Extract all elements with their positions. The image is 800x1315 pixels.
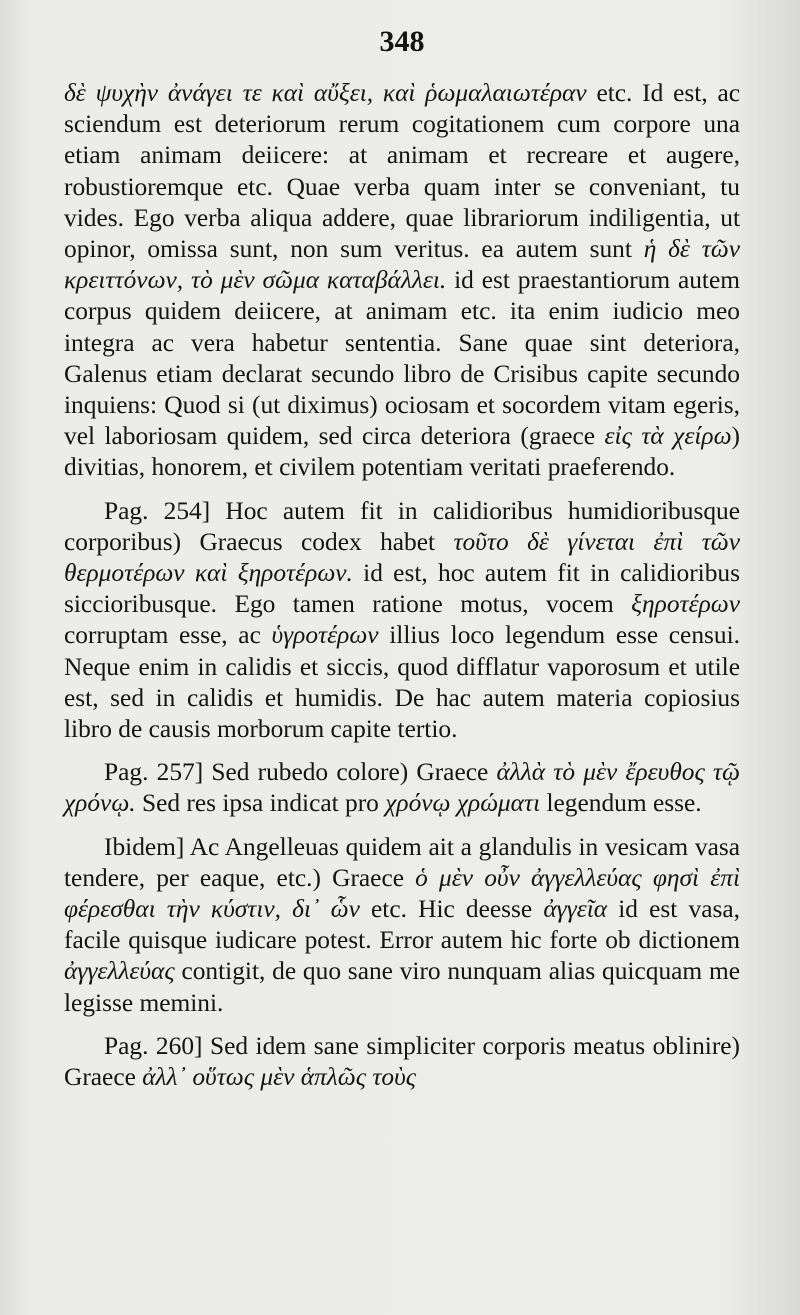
latin-text: illius loco legendum esse censui. Neque enim in calidis et siccis, quod difflatur vaporosum et utile est, sed in calidis et humidis. De hac autem materia copiosius libro de causis morborum capite tertio. <box>64 621 740 744</box>
latin-text: id est vasa, facile quisque iudicare potest. Error autem hic forte ob dictionem <box>64 895 740 955</box>
latin-text: etc. Hic deesse <box>359 895 544 924</box>
latin-text: Pag. 257] Sed rubedo colore) Graece <box>104 758 497 787</box>
latin-text: Ibidem] Ac Angelleuas quidem ait a glandulis in vesicam vasa tendere, per eaque, etc.) Graece <box>64 832 740 892</box>
latin-text: Pag. 254] Hoc autem fit in calidioribus humidioribusque corporibus) Graecus codex habet <box>64 496 740 556</box>
greek-text: ὁ μὲν οὖν ἀγγελλεύας φησὶ ἐπὶ φέρεσθαι τὴν κύστιν, δι᾽ ὧν <box>64 863 741 924</box>
greek-text: ἡ δὲ τῶν κρειττόνων, τὸ μὲν σῶμα καταβάλλει. <box>64 235 740 295</box>
latin-text: id est praestantiorum autem corpus quidem deiicere, at animam etc. ita enim iudicio meo integra ac vera habetur sententia. Sane quae sint deteriora, Galenus etiam declarat secundo libro de Crisibus capite secundo inquiens: Quod si (ut diximus) ociosam et socordem vitam egeris, vel laboriosam quidem, sed circa deteriora (graece <box>64 266 740 451</box>
greek-text: ἀγγεῖα <box>543 895 608 924</box>
greek-text: εἰς τὰ χείρω <box>604 422 732 451</box>
greek-text: ἀλλ᾽ οὕτως μὲν ἁπλῶς τοὺς <box>142 1063 417 1092</box>
greek-text: τοῦτο δὲ γίνεται ἐπὶ τῶν θερμοτέρων καὶ ξηροτέρων. <box>64 527 740 588</box>
paragraph <box>64 78 740 484</box>
latin-text: Pag. 260] Sed idem sane simpliciter corporis meatus oblinire) Graece <box>64 1031 740 1092</box>
greek-text: ἀλλὰ τὸ μὲν ἔρευθος τῷ χρόνῳ. <box>64 758 740 818</box>
page-number: 348 <box>379 25 425 58</box>
latin-text: etc. Id est, ac sciendum est deteriorum rerum cogitationem cum corpore una etiam animam deiicere: at animam et recreare et augere, robustioremque etc. Quae verba quam inter se conveniant, tu vides. Ego verba aliqua addere, quae librariorum indiligentia, ut opinor, omissa sunt, non sum veritus. ea autem sunt <box>64 79 740 264</box>
latin-text: corruptam esse, ac <box>64 621 272 650</box>
greek-text: ξηροτέρων <box>631 590 740 619</box>
latin-text: contigit, de quo sane viro nunquam alias quicquam me legisse memini. <box>64 957 740 1017</box>
greek-text: ἀγγελλεύας <box>64 957 175 986</box>
text-body <box>64 78 740 1093</box>
paragraph <box>64 496 740 746</box>
greek-text: ὑγροτέρων <box>271 621 379 650</box>
greek-text: χρόνῳ χρώματι <box>385 789 541 818</box>
latin-text: Sed res ipsa indicat pro <box>135 789 386 818</box>
latin-text: legendum esse. <box>540 789 702 818</box>
paragraph <box>64 1031 740 1093</box>
greek-text: δὲ ψυχὴν ἀνάγει τε καὶ αὔξει, καὶ ῥωμαλαιωτέραν <box>64 79 587 107</box>
paragraph <box>64 757 740 819</box>
paragraph <box>64 832 740 1019</box>
latin-text: ) divitias, honorem, et civilem potentiam veritati praeferendo. <box>64 422 740 482</box>
latin-text: id est, hoc autem fit in calidioribus siccioribusque. Ego tamen ratione motus, vocem <box>64 559 740 619</box>
